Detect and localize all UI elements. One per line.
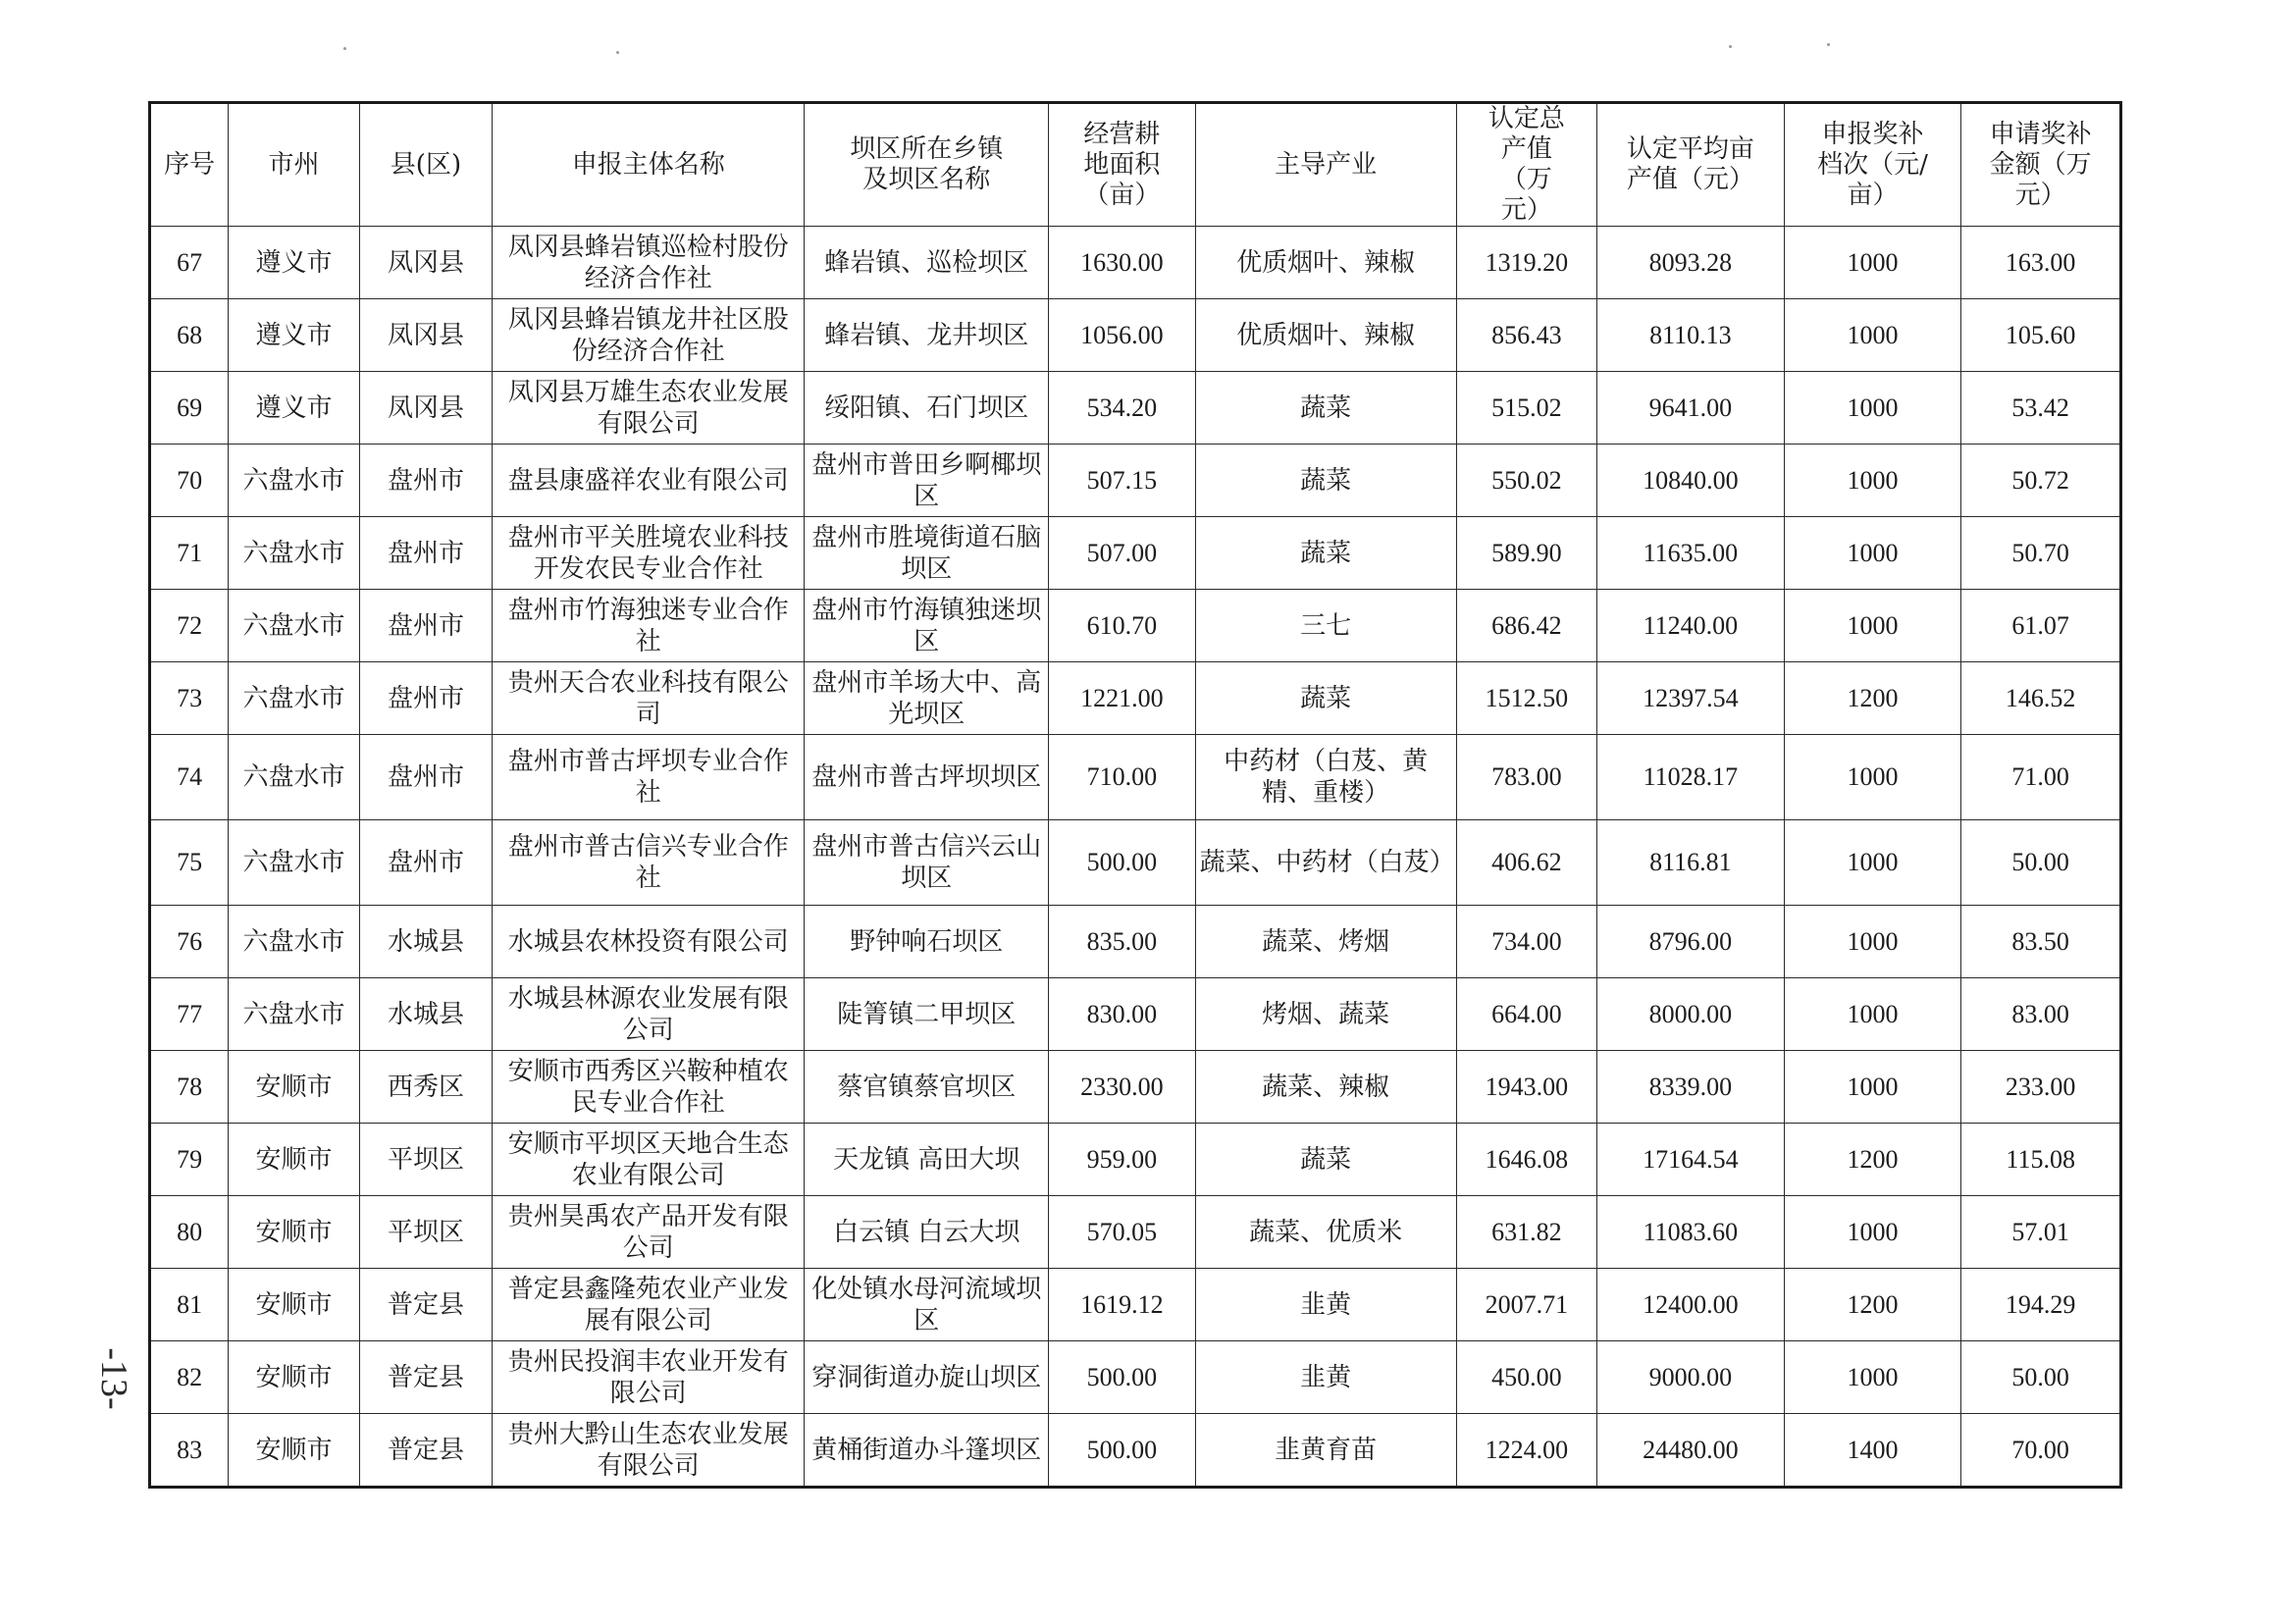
header-cell: 申请奖补金额（万元） xyxy=(1961,103,2121,227)
total-output-cell: 1319.20 xyxy=(1456,227,1597,299)
total-output-cell: 664.00 xyxy=(1456,978,1597,1051)
seq-cell: 70 xyxy=(150,445,229,517)
area-cell: 500.00 xyxy=(1049,1414,1196,1488)
avg-output-cell: 12397.54 xyxy=(1597,662,1785,735)
avg-output-cell: 11635.00 xyxy=(1597,517,1785,590)
county-cell: 水城县 xyxy=(359,978,492,1051)
table-row xyxy=(150,445,2121,517)
total-output-cell: 1512.50 xyxy=(1456,662,1597,735)
industry-cell: 蔬菜 xyxy=(1195,517,1456,590)
header-cell: 申报主体名称 xyxy=(493,103,805,227)
area-cell: 610.70 xyxy=(1049,590,1196,662)
dam-area-cell: 盘州市胜境街道石脑坝区 xyxy=(805,517,1049,590)
avg-output-cell: 10840.00 xyxy=(1597,445,1785,517)
dam-area-cell: 蜂岩镇、巡检坝区 xyxy=(805,227,1049,299)
area-cell: 570.05 xyxy=(1049,1196,1196,1269)
subsidy-level-cell: 1000 xyxy=(1784,299,1961,372)
dam-area-cell: 穿洞街道办旋山坝区 xyxy=(805,1341,1049,1414)
dam-area-cell: 绥阳镇、石门坝区 xyxy=(805,372,1049,445)
dam-area-cell: 盘州市普古坪坝坝区 xyxy=(805,735,1049,820)
subsidy-level-cell: 1000 xyxy=(1784,1196,1961,1269)
avg-output-cell: 8796.00 xyxy=(1597,906,1785,978)
table-row xyxy=(150,820,2121,906)
total-output-cell: 1646.08 xyxy=(1456,1124,1597,1196)
entity-name-cell: 盘州市普古坪坝专业合作社 xyxy=(493,735,805,820)
header-cell: 序号 xyxy=(150,103,229,227)
dam-area-cell: 野钟响石坝区 xyxy=(805,906,1049,978)
area-cell: 507.00 xyxy=(1049,517,1196,590)
county-cell: 平坝区 xyxy=(359,1124,492,1196)
entity-name-cell: 盘州市竹海独迷专业合作社 xyxy=(493,590,805,662)
area-cell: 1056.00 xyxy=(1049,299,1196,372)
table-row xyxy=(150,1414,2121,1488)
seq-cell: 82 xyxy=(150,1341,229,1414)
area-cell: 959.00 xyxy=(1049,1124,1196,1196)
city-cell: 遵义市 xyxy=(229,372,359,445)
area-cell: 710.00 xyxy=(1049,735,1196,820)
subsidy-level-cell: 1000 xyxy=(1784,735,1961,820)
city-cell: 安顺市 xyxy=(229,1341,359,1414)
seq-cell: 71 xyxy=(150,517,229,590)
avg-output-cell: 9641.00 xyxy=(1597,372,1785,445)
subsidy-level-cell: 1000 xyxy=(1784,445,1961,517)
industry-cell: 韭黄育苗 xyxy=(1195,1414,1456,1488)
avg-output-cell: 11240.00 xyxy=(1597,590,1785,662)
subsidy-table xyxy=(148,101,2122,1489)
entity-name-cell: 盘州市普古信兴专业合作社 xyxy=(493,820,805,906)
total-output-cell: 515.02 xyxy=(1456,372,1597,445)
seq-cell: 81 xyxy=(150,1269,229,1341)
industry-cell: 烤烟、蔬菜 xyxy=(1195,978,1456,1051)
seq-cell: 74 xyxy=(150,735,229,820)
subsidy-amount-cell: 146.52 xyxy=(1961,662,2121,735)
seq-cell: 83 xyxy=(150,1414,229,1488)
entity-name-cell: 凤冈县蜂岩镇龙井社区股份经济合作社 xyxy=(493,299,805,372)
total-output-cell: 856.43 xyxy=(1456,299,1597,372)
table-row xyxy=(150,590,2121,662)
table-header-row xyxy=(150,103,2121,227)
page-number-text: -13- xyxy=(93,1347,134,1410)
seq-cell: 77 xyxy=(150,978,229,1051)
entity-name-cell: 贵州昊禹农产品开发有限公司 xyxy=(493,1196,805,1269)
subsidy-amount-cell: 57.01 xyxy=(1961,1196,2121,1269)
entity-name-cell: 贵州民投润丰农业开发有限公司 xyxy=(493,1341,805,1414)
area-cell: 1619.12 xyxy=(1049,1269,1196,1341)
county-cell: 普定县 xyxy=(359,1269,492,1341)
entity-name-cell: 水城县林源农业发展有限公司 xyxy=(493,978,805,1051)
industry-cell: 蔬菜 xyxy=(1195,1124,1456,1196)
subsidy-amount-cell: 70.00 xyxy=(1961,1414,2121,1488)
avg-output-cell: 8339.00 xyxy=(1597,1051,1785,1124)
subsidy-level-cell: 1000 xyxy=(1784,906,1961,978)
subsidy-amount-cell: 61.07 xyxy=(1961,590,2121,662)
industry-cell: 优质烟叶、辣椒 xyxy=(1195,227,1456,299)
table-row xyxy=(150,299,2121,372)
city-cell: 六盘水市 xyxy=(229,590,359,662)
total-output-cell: 1224.00 xyxy=(1456,1414,1597,1488)
industry-cell: 蔬菜、烤烟 xyxy=(1195,906,1456,978)
avg-output-cell: 24480.00 xyxy=(1597,1414,1785,1488)
city-cell: 遵义市 xyxy=(229,299,359,372)
city-cell: 安顺市 xyxy=(229,1196,359,1269)
subsidy-level-cell: 1000 xyxy=(1784,590,1961,662)
area-cell: 500.00 xyxy=(1049,1341,1196,1414)
table-row xyxy=(150,1341,2121,1414)
avg-output-cell: 9000.00 xyxy=(1597,1341,1785,1414)
county-cell: 凤冈县 xyxy=(359,299,492,372)
city-cell: 六盘水市 xyxy=(229,906,359,978)
city-cell: 安顺市 xyxy=(229,1269,359,1341)
industry-cell: 三七 xyxy=(1195,590,1456,662)
county-cell: 凤冈县 xyxy=(359,227,492,299)
industry-cell: 蔬菜、中药材（白芨） xyxy=(1195,820,1456,906)
subsidy-level-cell: 1000 xyxy=(1784,517,1961,590)
table-row xyxy=(150,1196,2121,1269)
seq-cell: 79 xyxy=(150,1124,229,1196)
industry-cell: 蔬菜 xyxy=(1195,372,1456,445)
city-cell: 六盘水市 xyxy=(229,820,359,906)
seq-cell: 69 xyxy=(150,372,229,445)
dam-area-cell: 蔡官镇蔡官坝区 xyxy=(805,1051,1049,1124)
county-cell: 盘州市 xyxy=(359,445,492,517)
subsidy-level-cell: 1400 xyxy=(1784,1414,1961,1488)
total-output-cell: 2007.71 xyxy=(1456,1269,1597,1341)
table-row xyxy=(150,1124,2121,1196)
county-cell: 盘州市 xyxy=(359,735,492,820)
subsidy-amount-cell: 50.72 xyxy=(1961,445,2121,517)
dam-area-cell: 盘州市普田乡啊椰坝区 xyxy=(805,445,1049,517)
industry-cell: 韭黄 xyxy=(1195,1341,1456,1414)
area-cell: 2330.00 xyxy=(1049,1051,1196,1124)
entity-name-cell: 凤冈县万雄生态农业发展有限公司 xyxy=(493,372,805,445)
entity-name-cell: 水城县农林投资有限公司 xyxy=(493,906,805,978)
total-output-cell: 450.00 xyxy=(1456,1341,1597,1414)
entity-name-cell: 贵州大黔山生态农业发展有限公司 xyxy=(493,1414,805,1488)
avg-output-cell: 11028.17 xyxy=(1597,735,1785,820)
avg-output-cell: 17164.54 xyxy=(1597,1124,1785,1196)
dam-area-cell: 天龙镇 高田大坝 xyxy=(805,1124,1049,1196)
avg-output-cell: 8093.28 xyxy=(1597,227,1785,299)
header-cell: 坝区所在乡镇及坝区名称 xyxy=(805,103,1049,227)
subsidy-amount-cell: 83.00 xyxy=(1961,978,2121,1051)
dam-area-cell: 盘州市普古信兴云山坝区 xyxy=(805,820,1049,906)
subsidy-level-cell: 1000 xyxy=(1784,978,1961,1051)
dam-area-cell: 盘州市羊场大中、高光坝区 xyxy=(805,662,1049,735)
subsidy-level-cell: 1000 xyxy=(1784,1051,1961,1124)
subsidy-amount-cell: 50.70 xyxy=(1961,517,2121,590)
subsidy-amount-cell: 71.00 xyxy=(1961,735,2121,820)
subsidy-level-cell: 1200 xyxy=(1784,662,1961,735)
area-cell: 507.15 xyxy=(1049,445,1196,517)
subsidy-amount-cell: 53.42 xyxy=(1961,372,2121,445)
dam-area-cell: 蜂岩镇、龙井坝区 xyxy=(805,299,1049,372)
total-output-cell: 783.00 xyxy=(1456,735,1597,820)
total-output-cell: 406.62 xyxy=(1456,820,1597,906)
city-cell: 六盘水市 xyxy=(229,517,359,590)
header-cell: 主导产业 xyxy=(1195,103,1456,227)
dam-area-cell: 化处镇水母河流域坝区 xyxy=(805,1269,1049,1341)
county-cell: 盘州市 xyxy=(359,662,492,735)
total-output-cell: 1943.00 xyxy=(1456,1051,1597,1124)
city-cell: 安顺市 xyxy=(229,1414,359,1488)
area-cell: 534.20 xyxy=(1049,372,1196,445)
city-cell: 安顺市 xyxy=(229,1051,359,1124)
entity-name-cell: 凤冈县蜂岩镇巡检村股份经济合作社 xyxy=(493,227,805,299)
header-cell: 认定总产值（万元） xyxy=(1456,103,1597,227)
industry-cell: 中药材（白芨、黄精、重楼） xyxy=(1195,735,1456,820)
table-row xyxy=(150,227,2121,299)
city-cell: 六盘水市 xyxy=(229,662,359,735)
county-cell: 水城县 xyxy=(359,906,492,978)
industry-cell: 韭黄 xyxy=(1195,1269,1456,1341)
entity-name-cell: 安顺市平坝区天地合生态农业有限公司 xyxy=(493,1124,805,1196)
subsidy-level-cell: 1000 xyxy=(1784,820,1961,906)
industry-cell: 蔬菜、优质米 xyxy=(1195,1196,1456,1269)
county-cell: 凤冈县 xyxy=(359,372,492,445)
table-row xyxy=(150,906,2121,978)
industry-cell: 蔬菜 xyxy=(1195,445,1456,517)
total-output-cell: 734.00 xyxy=(1456,906,1597,978)
county-cell: 西秀区 xyxy=(359,1051,492,1124)
city-cell: 六盘水市 xyxy=(229,735,359,820)
table-row xyxy=(150,517,2121,590)
entity-name-cell: 盘县康盛祥农业有限公司 xyxy=(493,445,805,517)
city-cell: 遵义市 xyxy=(229,227,359,299)
area-cell: 500.00 xyxy=(1049,820,1196,906)
seq-cell: 72 xyxy=(150,590,229,662)
entity-name-cell: 贵州天合农业科技有限公司 xyxy=(493,662,805,735)
table-row xyxy=(150,1269,2121,1341)
scan-speck xyxy=(616,51,619,54)
dam-area-cell: 黄桶街道办斗篷坝区 xyxy=(805,1414,1049,1488)
subsidy-level-cell: 1200 xyxy=(1784,1269,1961,1341)
seq-cell: 78 xyxy=(150,1051,229,1124)
avg-output-cell: 11083.60 xyxy=(1597,1196,1785,1269)
dam-area-cell: 盘州市竹海镇独迷坝区 xyxy=(805,590,1049,662)
city-cell: 安顺市 xyxy=(229,1124,359,1196)
county-cell: 盘州市 xyxy=(359,590,492,662)
total-output-cell: 631.82 xyxy=(1456,1196,1597,1269)
table-row xyxy=(150,978,2121,1051)
subsidy-level-cell: 1200 xyxy=(1784,1124,1961,1196)
page-number xyxy=(94,1325,133,1433)
avg-output-cell: 8000.00 xyxy=(1597,978,1785,1051)
header-cell: 认定平均亩产值（元） xyxy=(1597,103,1785,227)
county-cell: 平坝区 xyxy=(359,1196,492,1269)
scan-speck xyxy=(1729,45,1732,48)
seq-cell: 67 xyxy=(150,227,229,299)
avg-output-cell: 8110.13 xyxy=(1597,299,1785,372)
subsidy-amount-cell: 194.29 xyxy=(1961,1269,2121,1341)
county-cell: 普定县 xyxy=(359,1414,492,1488)
total-output-cell: 550.02 xyxy=(1456,445,1597,517)
city-cell: 六盘水市 xyxy=(229,978,359,1051)
table-row xyxy=(150,372,2121,445)
industry-cell: 优质烟叶、辣椒 xyxy=(1195,299,1456,372)
subsidy-amount-cell: 83.50 xyxy=(1961,906,2121,978)
entity-name-cell: 普定县鑫隆苑农业产业发展有限公司 xyxy=(493,1269,805,1341)
total-output-cell: 589.90 xyxy=(1456,517,1597,590)
county-cell: 盘州市 xyxy=(359,517,492,590)
subsidy-level-cell: 1000 xyxy=(1784,227,1961,299)
area-cell: 830.00 xyxy=(1049,978,1196,1051)
subsidy-amount-cell: 163.00 xyxy=(1961,227,2121,299)
table-row xyxy=(150,662,2121,735)
total-output-cell: 686.42 xyxy=(1456,590,1597,662)
county-cell: 普定县 xyxy=(359,1341,492,1414)
seq-cell: 76 xyxy=(150,906,229,978)
header-cell: 市州 xyxy=(229,103,359,227)
entity-name-cell: 盘州市平关胜境农业科技开发农民专业合作社 xyxy=(493,517,805,590)
subsidy-level-cell: 1000 xyxy=(1784,372,1961,445)
header-cell: 县(区) xyxy=(359,103,492,227)
table-body xyxy=(150,227,2121,1488)
table-row xyxy=(150,1051,2121,1124)
avg-output-cell: 12400.00 xyxy=(1597,1269,1785,1341)
header-cell: 经营耕地面积（亩） xyxy=(1049,103,1196,227)
area-cell: 1630.00 xyxy=(1049,227,1196,299)
city-cell: 六盘水市 xyxy=(229,445,359,517)
subsidy-amount-cell: 115.08 xyxy=(1961,1124,2121,1196)
county-cell: 盘州市 xyxy=(359,820,492,906)
scan-speck xyxy=(343,47,346,50)
industry-cell: 蔬菜 xyxy=(1195,662,1456,735)
entity-name-cell: 安顺市西秀区兴鞍种植农民专业合作社 xyxy=(493,1051,805,1124)
subsidy-amount-cell: 105.60 xyxy=(1961,299,2121,372)
seq-cell: 80 xyxy=(150,1196,229,1269)
dam-area-cell: 陡箐镇二甲坝区 xyxy=(805,978,1049,1051)
subsidy-level-cell: 1000 xyxy=(1784,1341,1961,1414)
avg-output-cell: 8116.81 xyxy=(1597,820,1785,906)
seq-cell: 68 xyxy=(150,299,229,372)
area-cell: 1221.00 xyxy=(1049,662,1196,735)
area-cell: 835.00 xyxy=(1049,906,1196,978)
dam-area-cell: 白云镇 白云大坝 xyxy=(805,1196,1049,1269)
scan-speck xyxy=(1827,43,1830,46)
subsidy-amount-cell: 233.00 xyxy=(1961,1051,2121,1124)
subsidy-amount-cell: 50.00 xyxy=(1961,1341,2121,1414)
header-cell: 申报奖补档次（元/亩） xyxy=(1784,103,1961,227)
subsidy-amount-cell: 50.00 xyxy=(1961,820,2121,906)
table-row xyxy=(150,735,2121,820)
seq-cell: 75 xyxy=(150,820,229,906)
seq-cell: 73 xyxy=(150,662,229,735)
industry-cell: 蔬菜、辣椒 xyxy=(1195,1051,1456,1124)
